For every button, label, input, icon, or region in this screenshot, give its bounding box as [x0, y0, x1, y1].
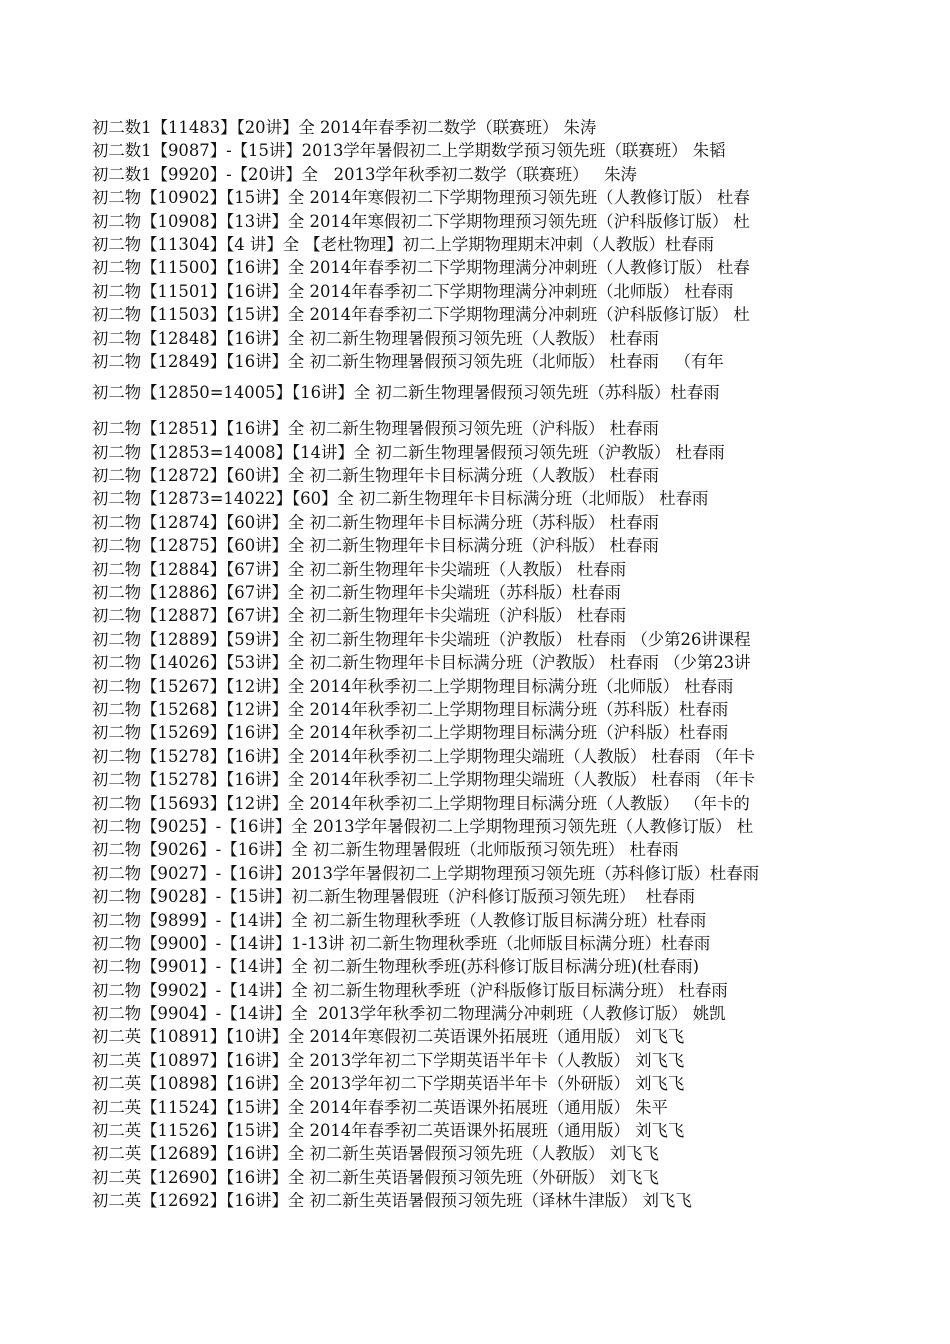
course-line-9: 初二物【11503】【15讲】全 2014年春季初二下学期物理满分冲刺班（沪科版修订版） 杜 — [92, 305, 750, 325]
course-line-12: 初二物【12850=14005】【16讲】全 初二新生物理暑假预习领先班（苏科版）杜春雨 — [92, 383, 720, 403]
course-line-22: 初二物【12889】【59讲】全 初二新生物理年卡尖端班（沪教版） 杜春雨 （少第26讲课程 — [92, 629, 751, 649]
course-line-30: 初二物【9025】-【16讲】全 2013学年暑假初二上学期物理预习领先班（人教修订版） 杜 — [92, 816, 754, 836]
course-line-2: 初二数1【9087】-【15讲】2013学年暑假初二上学期数学预习领先班（联赛班） 朱韬 — [92, 141, 726, 161]
course-line-32: 初二物【9027】-【16讲】2013学年暑假初二上学期物理预习领先班（苏科修订版）杜春雨 — [92, 863, 760, 883]
course-line-37: 初二物【9902】-【14讲】全 初二新生物理秋季班（沪科版修订版目标满分班） 杜春雨 — [92, 980, 728, 1000]
course-line-26: 初二物【15269】【16讲】全 2014年秋季初二上学期物理目标满分班（沪科版）杜春雨 — [92, 723, 729, 743]
course-line-8: 初二物【11501】【16讲】全 2014年春季初二下学期物理满分冲刺班（北师版） 杜春雨 — [92, 281, 734, 301]
course-line-25: 初二物【15268】【12讲】全 2014年秋季初二上学期物理目标满分班（苏科版）杜春雨 — [92, 699, 729, 719]
course-line-14: 初二物【12853=14008】【14讲】全 初二新生物理暑假预习领先班（沪教版） 杜春雨 — [92, 442, 725, 462]
course-line-38: 初二物【9904】-【14讲】全 2013学年秋季初二物理满分冲刺班（人教修订版） 姚凯 — [92, 1004, 726, 1024]
course-line-17: 初二物【12874】【60讲】全 初二新生物理年卡目标满分班（苏科版） 杜春雨 — [92, 512, 659, 532]
course-line-18: 初二物【12875】【60讲】全 初二新生物理年卡目标满分班（沪科版） 杜春雨 — [92, 536, 659, 556]
course-line-21: 初二物【12887】【67讲】全 初二新生物理年卡尖端班（沪科版） 杜春雨 — [92, 606, 627, 626]
course-line-44: 初二英【12689】【16讲】全 初二新生英语暑假预习领先班（人教版） 刘飞飞 — [92, 1144, 659, 1164]
course-line-1: 初二数1【11483】【20讲】全 2014年春季初二数学（联赛班） 朱涛 — [92, 118, 597, 137]
course-line-33: 初二物【9028】-【15讲】初二新生物理暑假班（沪科修订版预习领先班） 杜春雨 — [92, 887, 696, 907]
course-line-34: 初二物【9899】-【14讲】全 初二新生物理秋季班（人教修订版目标满分班）杜春雨 — [92, 910, 707, 930]
course-line-5: 初二物【10908】【13讲】全 2014年寒假初二下学期物理预习领先班（沪科版修订版） 杜 — [92, 211, 750, 231]
course-line-45: 初二英【12690】【16讲】全 初二新生英语暑假预习领先班（外研版） 刘飞飞 — [92, 1167, 659, 1187]
course-line-31: 初二物【9026】-【16讲】全 初二新生物理暑假班（北师版预习领先班） 杜春雨 — [92, 840, 679, 860]
course-line-27: 初二物【15278】【16讲】全 2014年秋季初二上学期物理尖端班（人教版） 杜春雨 （年卡 — [92, 746, 756, 766]
course-line-24: 初二物【15267】【12讲】全 2014年秋季初二上学期物理目标满分班（北师版） 杜春雨 — [92, 676, 734, 696]
course-line-42: 初二英【11524】【15讲】全 2014年春季初二英语课外拓展班（通用版） 朱平 — [92, 1097, 668, 1117]
course-line-19: 初二物【12884】【67讲】全 初二新生物理年卡尖端班（人教版） 杜春雨 — [92, 559, 627, 579]
course-line-43: 初二英【11526】【15讲】全 2014年春季初二英语课外拓展班（通用版） 刘飞飞 — [92, 1121, 685, 1141]
course-line-39: 初二英【10891】【10讲】全 2014年寒假初二英语课外拓展班（通用版） 刘飞飞 — [92, 1027, 685, 1047]
course-line-29: 初二物【15693】【12讲】全 2014年秋季初二上学期物理目标满分班（人教版） （年卡的 — [92, 793, 750, 813]
course-line-10: 初二物【12848】【16讲】全 初二新生物理暑假预习领先班（人教版） 杜春雨 — [92, 328, 659, 348]
course-list — [92, 116, 912, 1213]
course-line-23: 初二物【14026】【53讲】全 初二新生物理年卡目标满分班（沪教版） 杜春雨 （少第23讲 — [92, 653, 751, 673]
course-line-3: 初二数1【9920】-【20讲】全 2013学年秋季初二数学（联赛班） 朱涛 — [92, 164, 637, 184]
course-line-4: 初二物【10902】【15讲】全 2014年寒假初二下学期物理预习领先班（人教修订版） 杜春 — [92, 188, 750, 208]
course-line-13: 初二物【12851】【16讲】全 初二新生物理暑假预习领先班（沪科版） 杜春雨 — [92, 419, 659, 439]
course-line-7: 初二物【11500】【16讲】全 2014年春季初二下学期物理满分冲刺班（人教修订版） 杜春 — [92, 258, 750, 278]
course-line-11: 初二物【12849】【16讲】全 初二新生物理暑假预习领先班（北师版） 杜春雨 （有年 — [92, 351, 724, 371]
course-line-6: 初二物【11304】【4 讲】全 【老杜物理】初二上学期物理期末冲刺（人教版）杜春雨 — [92, 234, 715, 254]
course-line-35: 初二物【9900】-【14讲】1-13讲 初二新生物理秋季班（北师版目标满分班）杜春雨 — [92, 933, 711, 953]
course-line-16: 初二物【12873=14022】【60】全 初二新生物理年卡目标满分班（北师版） 杜春雨 — [92, 489, 709, 509]
course-line-36: 初二物【9901】-【14讲】全 初二新生物理秋季班(苏科修订版目标满分班)(杜春雨) — [92, 957, 700, 977]
course-line-46: 初二英【12692】【16讲】全 初二新生英语暑假预习领先班（译林牛津版） 刘飞飞 — [92, 1191, 692, 1211]
course-line-28: 初二物【15278】【16讲】全 2014年秋季初二上学期物理尖端班（人教版） 杜春雨 （年卡 — [92, 770, 756, 790]
course-line-40: 初二英【10897】【16讲】全 2013学年初二下学期英语半年卡（人教版） 刘飞飞 — [92, 1050, 685, 1070]
course-line-20: 初二物【12886】【67讲】全 初二新生物理年卡尖端班（苏科版）杜春雨 — [92, 583, 621, 603]
course-line-41: 初二英【10898】【16讲】全 2013学年初二下学期英语半年卡（外研版） 刘飞飞 — [92, 1074, 685, 1094]
course-line-15: 初二物【12872】【60讲】全 初二新生物理年卡目标满分班（人教版） 杜春雨 — [92, 466, 659, 486]
